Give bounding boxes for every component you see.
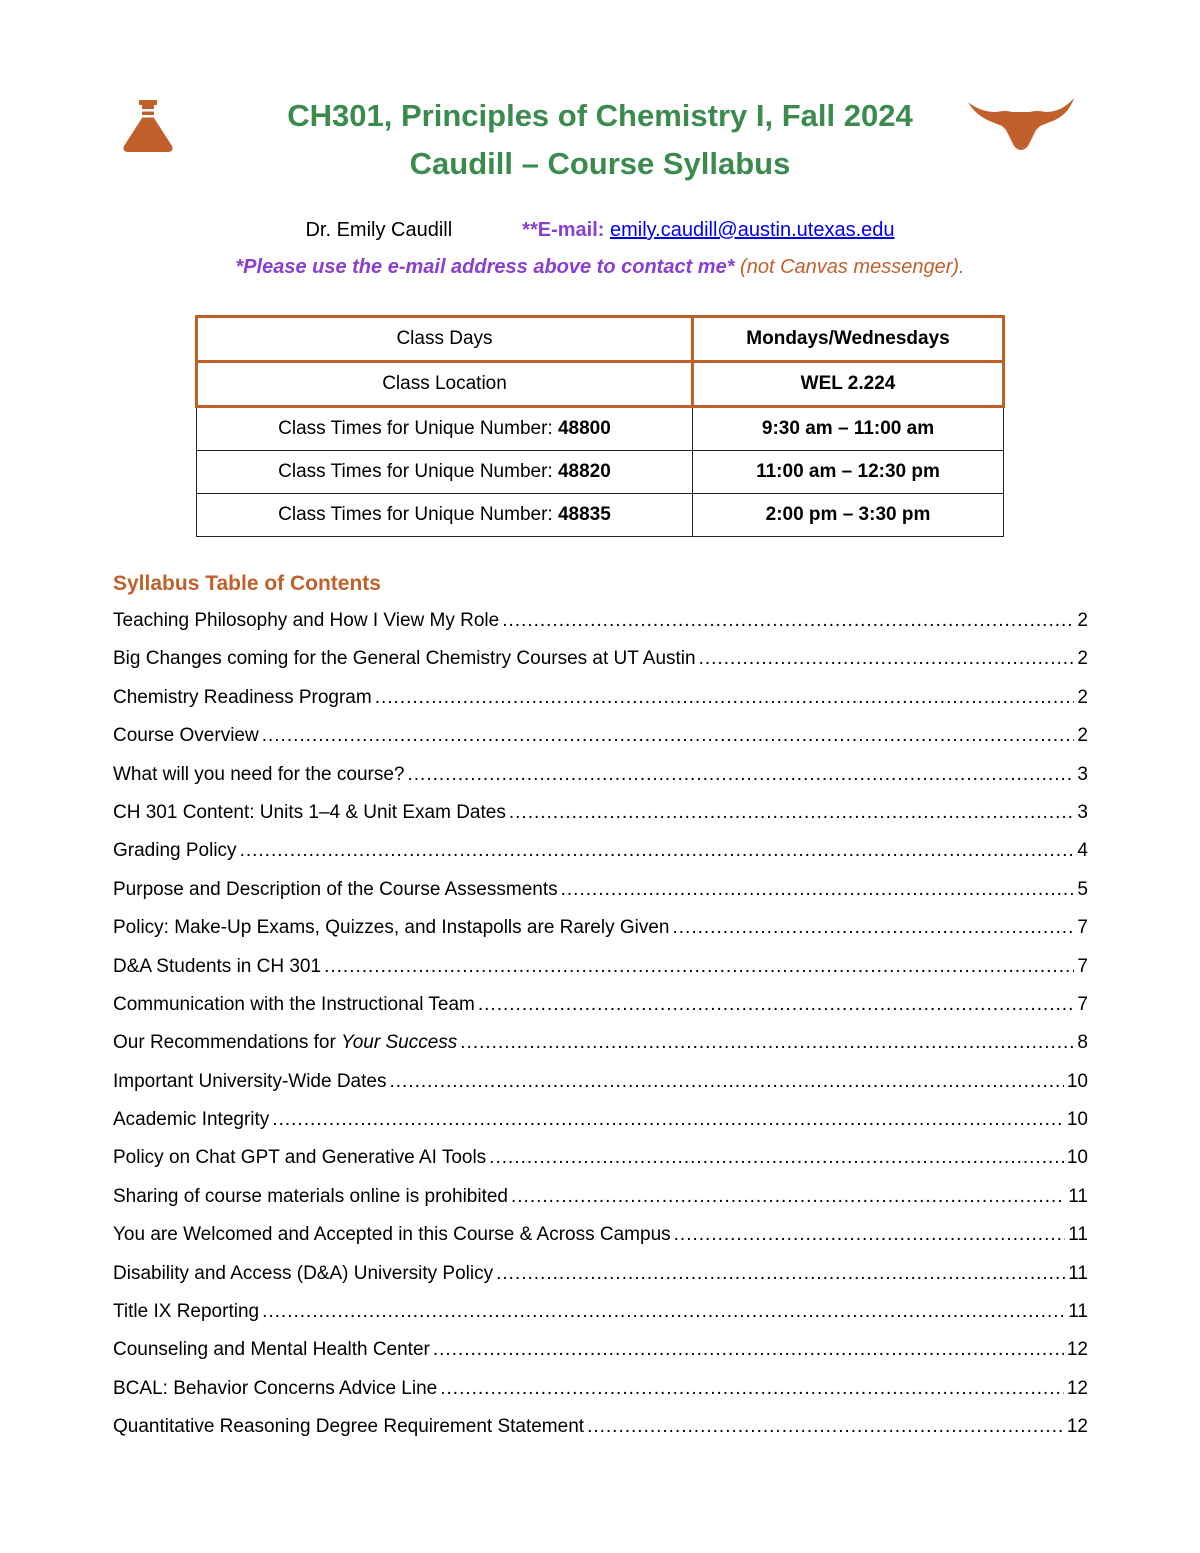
toc-page-number: 2 [1077,610,1088,631]
toc-item-label-text: Title IX Reporting [113,1301,260,1323]
toc-item-label [113,1182,508,1212]
toc-item[interactable] [113,683,1088,721]
toc-item-label [113,760,405,790]
toc-item-label-text: Chemistry Readiness Program [113,686,372,708]
table-of-contents [113,606,1088,1451]
table-cell-label [197,451,693,494]
toc-page-number: 10 [1066,1147,1088,1169]
table-cell-value: 2:00 pm – 3:30 pm [693,494,1004,537]
toc-item-label-text: BCAL: Behavior Concerns Advice Line [113,1377,438,1399]
toc-item-label [113,1335,430,1365]
table-row [197,317,1004,362]
toc-page-number: 12 [1066,1339,1088,1361]
toc-heading: Syllabus Table of Contents [113,572,381,595]
toc-page-number: 10 [1066,1070,1088,1092]
toc-page-number: 7 [1077,955,1088,977]
toc-item-label-text: Communication with the Instructional Team [113,993,475,1015]
toc-dot-leader [240,836,1075,866]
unique-number: 48835 [557,504,611,525]
toc-item-label-text: Teaching Philosophy and How I View My Role [113,610,500,631]
toc-page-number: 11 [1068,1224,1088,1246]
toc-item-label-text: Purpose and Description of the Course Assessments [113,878,558,900]
toc-item-label-text: CH 301 Content: Units 1–4 & Unit Exam Dates [113,801,506,823]
toc-item[interactable] [113,606,1088,644]
toc-dot-leader [561,875,1075,905]
contact-note [0,254,1200,280]
toc-item[interactable] [113,1143,1088,1181]
toc-item-label [113,644,696,674]
toc-item-label [113,913,670,943]
toc-item[interactable] [113,1028,1088,1066]
email-label: **E-mail: [522,219,605,241]
toc-page-number: 3 [1077,763,1088,785]
toc-dot-leader [699,644,1075,674]
table-cell-label [197,494,693,537]
unique-number: 48800 [557,418,611,439]
toc-dot-leader [262,721,1075,751]
toc-item-label [113,1143,486,1173]
toc-dot-leader [511,1182,1065,1212]
toc-item-label-text: Big Changes coming for the General Chemistry Courses at UT Austin [113,648,696,670]
toc-item-label [113,606,499,636]
toc-item-label-text: Important University-Wide Dates [113,1070,387,1092]
toc-item[interactable] [113,1259,1088,1297]
table-row [197,362,1004,407]
toc-page-number: 11 [1068,1301,1088,1323]
toc-page-number: 12 [1066,1416,1088,1438]
toc-page-number: 10 [1066,1109,1088,1131]
toc-page-number: 2 [1077,725,1088,747]
toc-item[interactable] [113,913,1088,951]
toc-item[interactable] [113,952,1088,990]
toc-item-label [113,1105,269,1135]
toc-item-label [113,1220,671,1250]
toc-item[interactable] [113,1067,1088,1105]
instructor-name: Dr. Emily Caudill [305,219,453,241]
toc-dot-leader [674,1220,1066,1250]
toc-dot-leader [324,952,1074,982]
toc-dot-leader [478,990,1075,1020]
toc-item[interactable] [113,1182,1088,1220]
toc-item[interactable] [113,1297,1088,1335]
toc-dot-leader [272,1105,1064,1135]
contact-note-paren: (not Canvas messenger). [740,256,965,278]
toc-dot-leader [496,1259,1065,1289]
toc-page-number: 7 [1077,917,1088,939]
toc-item-label [113,990,475,1020]
contact-note-main: *Please use the e-mail address above to contact me* [235,256,735,278]
toc-page-number: 2 [1077,648,1088,670]
toc-item[interactable] [113,836,1088,874]
label-text: Class Times for Unique Number: [278,418,558,439]
toc-item-label-text: Quantitative Reasoning Degree Requirement Statement [113,1416,585,1438]
toc-item-label [113,798,506,828]
toc-item-label-text: Policy on Chat GPT and Generative AI Tools [113,1147,487,1169]
table-cell-value: Mondays/Wednesdays [693,317,1004,362]
toc-item[interactable] [113,1105,1088,1143]
toc-item-label [113,1067,386,1097]
toc-item-label [113,952,321,982]
toc-page-number: 2 [1077,686,1088,708]
toc-page-number: 7 [1077,993,1088,1015]
toc-item[interactable] [113,798,1088,836]
toc-item-label [113,875,558,905]
toc-page-number: 4 [1077,840,1088,862]
table-cell-value: 11:00 am – 12:30 pm [693,451,1004,494]
toc-item-label [113,1259,493,1289]
toc-page-number: 11 [1068,1262,1088,1284]
toc-item[interactable] [113,1374,1088,1412]
table-row [197,407,1004,451]
toc-item[interactable] [113,990,1088,1028]
toc-item-label-text: Policy: Make-Up Exams, Quizzes, and Instapolls are Rarely Given [113,917,670,939]
toc-dot-leader [433,1335,1064,1365]
toc-item-label [113,1374,437,1404]
toc-page-number: 11 [1068,1185,1088,1207]
toc-dot-leader [262,1297,1065,1327]
unique-number: 48820 [557,461,611,482]
toc-dot-leader [587,1412,1064,1442]
toc-item-label-italic: Your Success [341,1032,458,1054]
table-cell-value: WEL 2.224 [693,362,1004,407]
toc-page-number: 3 [1077,801,1088,823]
toc-dot-leader [509,798,1075,828]
toc-item-label [113,721,259,751]
table-row [197,494,1004,537]
toc-item-label-text: Sharing of course materials online is prohibited [113,1185,508,1207]
toc-item-label-text: Course Overview [113,725,259,747]
email-link[interactable]: emily.caudill@austin.utexas.edu [609,219,895,241]
toc-page-number: 5 [1077,878,1088,900]
toc-item-label-text: Disability and Access (D&A) University Policy [113,1262,494,1284]
toc-page-number: 12 [1066,1377,1088,1399]
toc-item[interactable] [113,1412,1088,1450]
toc-item-label [113,1297,259,1327]
table-row [197,451,1004,494]
toc-item-label-text: You are Welcomed and Accepted in this Course & Across Campus [113,1224,671,1246]
toc-item[interactable] [113,1220,1088,1258]
toc-dot-leader [389,1067,1063,1097]
toc-dot-leader [440,1374,1064,1404]
toc-item-label [113,836,237,866]
toc-dot-leader [502,606,1074,636]
toc-item-label-text: What will you need for the course? [113,763,405,785]
table-cell-label: Class Location [197,362,693,407]
toc-item-label [113,1412,584,1442]
label-text: Class Times for Unique Number: [278,504,558,525]
toc-item-label-text: Grading Policy [113,840,237,862]
toc-item[interactable] [113,760,1088,798]
page-title: CH301, Principles of Chemistry I, Fall 2024 [287,98,913,133]
toc-item-label [113,1028,457,1058]
toc-item-label-text: D&A Students in CH 301 [113,955,322,977]
toc-dot-leader [489,1143,1064,1173]
page-subtitle: Caudill – Course Syllabus [409,146,791,181]
toc-item-label-text: Our Recommendations for [113,1032,342,1054]
toc-item[interactable] [113,875,1088,913]
table-cell-label [197,407,693,451]
contact-line [0,217,1200,243]
table-cell-label: Class Days [197,317,693,362]
toc-item[interactable] [113,644,1088,682]
toc-item-label [113,683,372,713]
table-cell-value: 9:30 am – 11:00 am [693,407,1004,451]
toc-page-number: 8 [1077,1032,1088,1054]
toc-item[interactable] [113,721,1088,759]
toc-dot-leader [673,913,1075,943]
toc-dot-leader [460,1028,1074,1058]
toc-item-label-text: Academic Integrity [113,1109,270,1131]
label-text: Class Times for Unique Number: [278,461,558,482]
toc-item-label-text: Counseling and Mental Health Center [113,1339,430,1361]
toc-dot-leader [408,760,1075,790]
toc-dot-leader [375,683,1075,713]
toc-item[interactable] [113,1335,1088,1373]
class-schedule-table [195,315,1005,537]
